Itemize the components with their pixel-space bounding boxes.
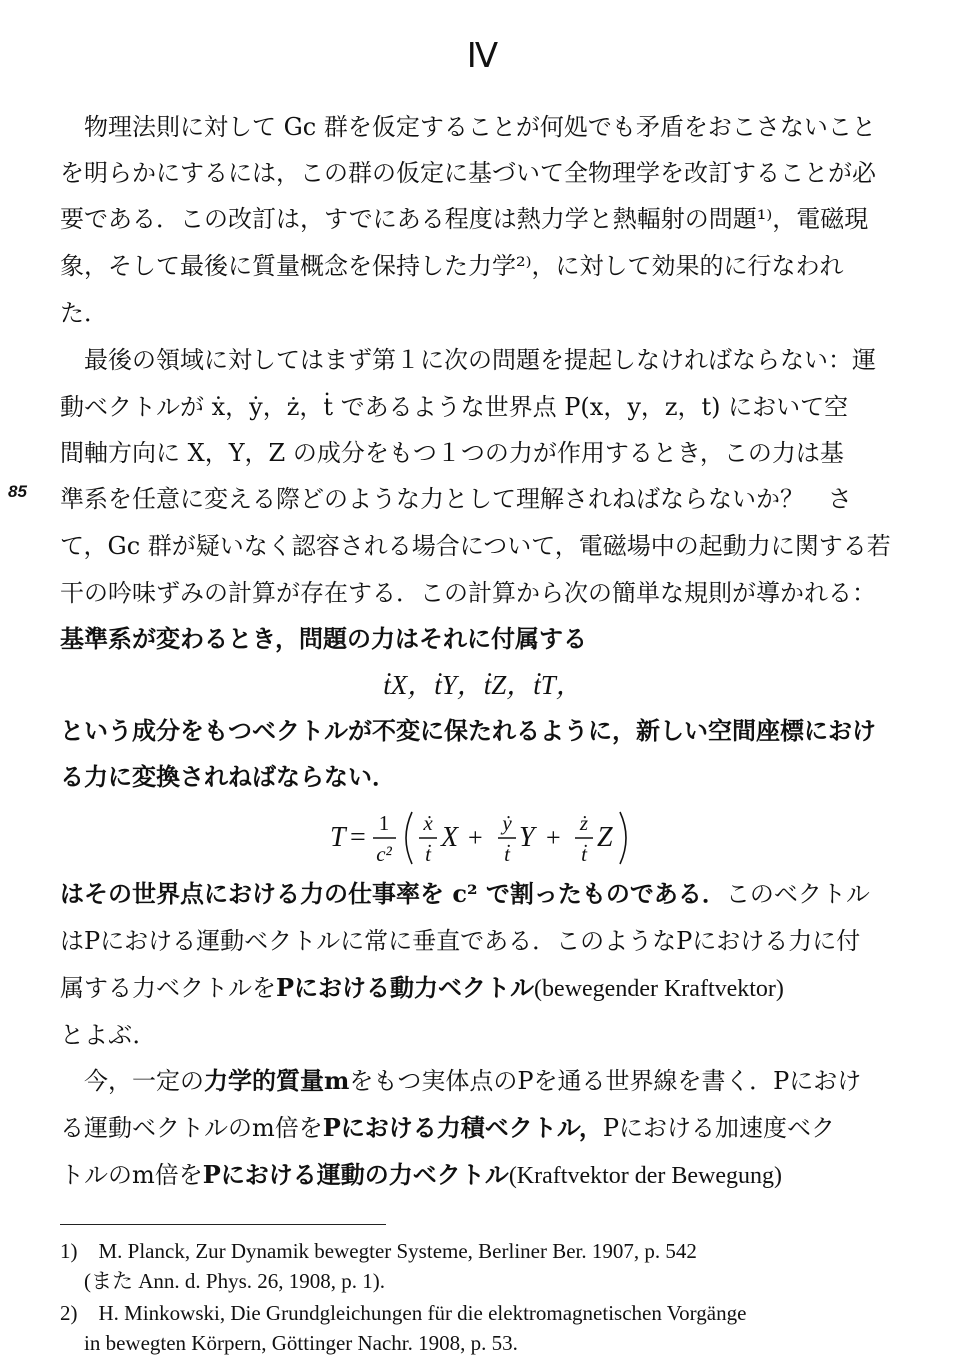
bold-text-line: という成分をもつベクトルが不変に保たれるように，新しい空間座標におけ [60,716,876,745]
text-line: 象，そして最後に質量概念を保持した力学²⁾，に対して効果的に行なわれ [60,252,844,280]
text-line: 干の吟味ずみの計算が存在する．この計算から次の簡単な規則が導かれる： [60,579,876,607]
text-line: を明らかにするには，この群の仮定に基づいて全物理学を改訂することが必 [60,159,876,187]
bold-text-line: る力に変換されねばならない． [60,762,396,791]
text-line: て，Gc 群が疑いなく認容される場合について，電磁場中の起動力に関する若 [60,532,891,560]
formula-lhs: T [330,822,346,853]
text-span: をもつ実体点のPを通る世界線を書く．Pにおけ [349,1067,862,1095]
bold-term: Pにおける力積ベクトル， [322,1113,603,1142]
text-line: 最後の領域に対してはまず第１に次の問題を提起しなければならない：運 [84,346,876,374]
text-line: た． [60,299,108,327]
text-span: このベクトル [725,880,870,908]
formula-term3-variable: Z [597,822,613,853]
text-line: 間軸方向に X，Y，Z の成分をもつ１つの力が作用するとき，この力は基 [60,439,844,467]
footnote-1-continued: (また Ann. d. Phys. 26, 1908, p. 1). [84,1269,386,1293]
force-components: ṫX，ṫY，ṫZ，ṫT， [383,670,583,700]
formula-plus: + [546,823,561,852]
german-term: (Kraftvektor der Bewegung) [508,1163,783,1189]
footnote-divider [60,1224,386,1225]
text-line: とよぶ． [60,1021,157,1049]
text-line: 準系を任意に変える際どのような力として理解されねばならないか？ さ [60,485,852,513]
text-line: 物理法則に対して Gc 群を仮定することが何処でも矛盾をおこさないこと [84,113,876,141]
footnote-1: 1) M. Planck, Zur Dynamik bewegter Systeme, Berliner Ber. 1907, p. 542 [60,1239,697,1263]
text-span: る運動ベクトルのm倍を [60,1114,323,1142]
text-line: 動ベクトルが ẋ，ẏ，ż，ṫ であるような世界点 P(x，y，z，t) において空 [60,393,849,421]
formula-coef-denominator: c² [376,842,392,866]
text-line [60,877,908,913]
power-formula [0,806,966,868]
text-line: 要である．この改訂は，すでにある程度は熱力学と熱輻射の問題¹⁾，電磁現 [60,205,869,233]
formula-term2-numerator: ẏ [502,811,512,835]
margin-page-number: 85 [8,482,27,501]
bold-term: Pにおける動力ベクトル [276,973,535,1002]
formula-term1-denominator: ṫ [425,842,431,866]
formula-equals: = [350,822,366,853]
text-span: 属する力ベクトルを [60,974,276,1002]
text-line [84,1064,908,1100]
text-span: Pにおける加速度ベク [602,1114,836,1142]
text-span: 今，一定の [84,1067,204,1095]
formula-plus: + [468,823,483,852]
footnote-2-continued: in bewegten Körpern, Göttinger Nachr. 1908, p. 53. [84,1331,518,1355]
text-line [60,971,908,1007]
text-line [60,1158,908,1194]
bold-phrase: はその世界点における力の仕事率を c² で割ったものである． [60,879,726,908]
formula-term1-numerator: ẋ [423,811,433,835]
formula-coef-numerator: 1 [378,811,390,835]
formula-term1-variable: X [441,822,459,853]
footnote-2: 2) H. Minkowski, Die Grundgleichungen für die elektromagnetischen Vorgänge [60,1301,747,1325]
formula-term2-variable: Y [519,822,535,853]
text-line [60,1111,908,1147]
bold-text-line: 基準系が変わるとき，問題の力はそれに付属する [60,624,588,653]
formula-term3-denominator: ṫ [581,842,587,866]
text-span: トルのm倍を [60,1161,203,1189]
german-term: (bewegender Kraftvektor) [534,976,784,1002]
section-number: Ⅳ [466,38,500,75]
formula-term3-numerator: ż [579,811,589,835]
bold-term: Pにおける運動の力ベクトル [202,1160,509,1189]
text-line: はPにおける運動ベクトルに常に垂直である．このようなPにおける力に付 [60,927,861,955]
bold-term: 力学的質量m [204,1066,350,1095]
formula-term2-denominator: ṫ [504,842,510,866]
